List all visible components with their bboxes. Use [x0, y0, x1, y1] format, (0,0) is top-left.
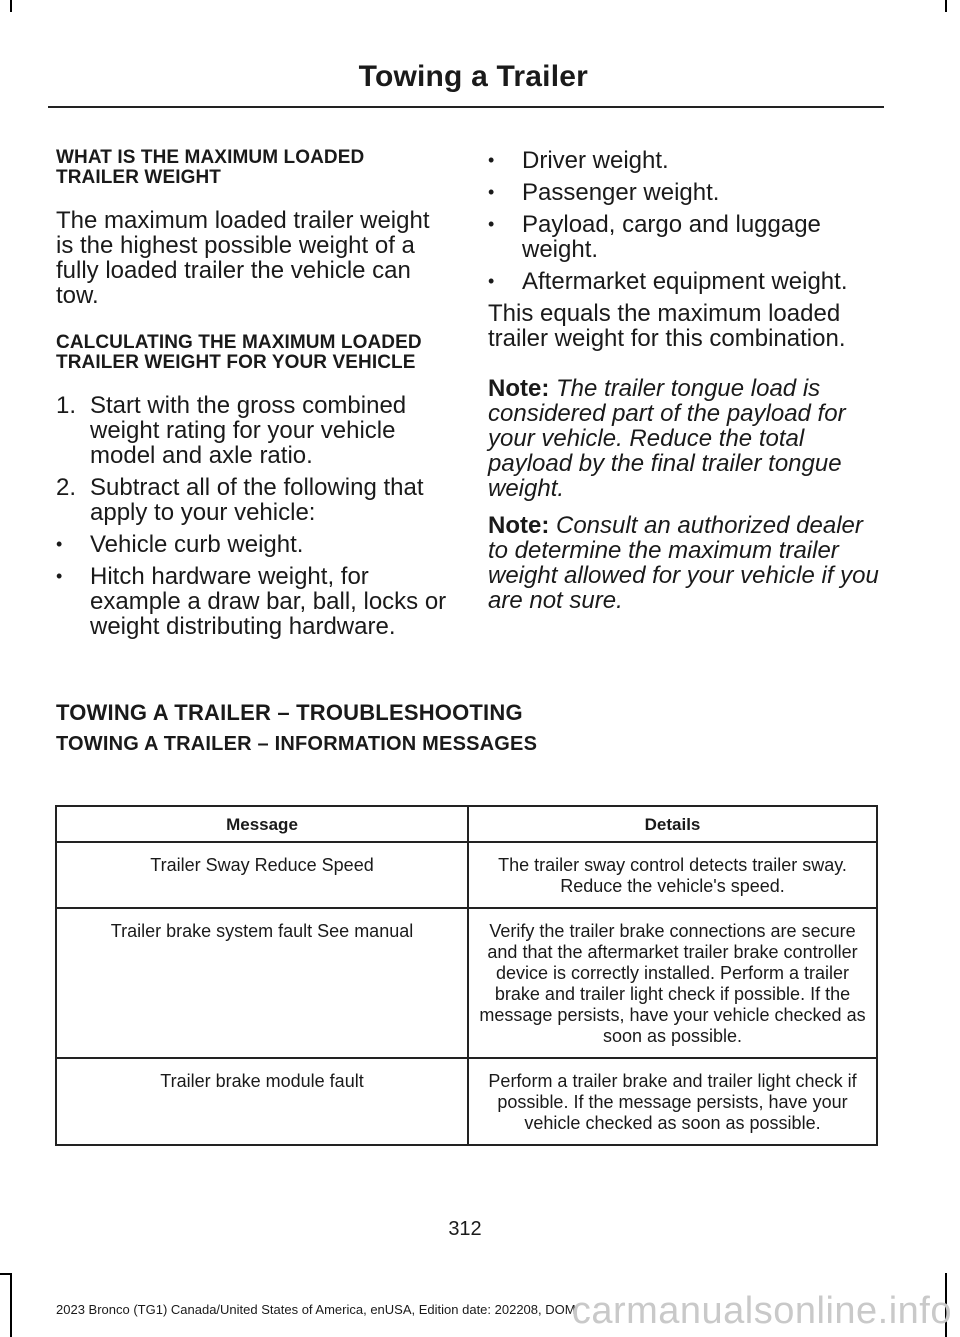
list-item [488, 148, 880, 173]
page-header-title: Towing a Trailer [358, 60, 588, 93]
crop-mark-top-left [10, 0, 12, 12]
list-item [56, 532, 448, 557]
cell-details: The trailer sway control detects trailer sway. Reduce the vehicle's speed. [468, 842, 877, 908]
bullet-icon: • [56, 566, 63, 586]
section-heading-troubleshooting: TOWING A TRAILER – TROUBLESHOOTING [56, 700, 523, 725]
note-tongue-load [488, 376, 880, 501]
bullet-text: Passenger weight. [522, 179, 720, 206]
cell-details: Perform a trailer brake and trailer light check if possible. If the message persists, have your vehicle checked as soon as possible. [468, 1058, 877, 1145]
right-column [488, 148, 880, 625]
cell-details: Verify the trailer brake connections are secure and that the aftermarket trailer brake controller device is correctly installed. Perform a trailer brake and trailer light check if possible. If the message persists, have your vehicle checked as soon as possible. [468, 908, 877, 1058]
bullet-text: Driver weight. [522, 147, 669, 174]
footer-edition-info: 2023 Bronco (TG1) Canada/United States of America, enUSA, Edition date: 202208, DOM [56, 1302, 576, 1317]
cell-message: Trailer brake module fault [56, 1058, 468, 1145]
left-bullets [56, 532, 448, 639]
step-number: 2. [56, 474, 77, 501]
section-heading-information-messages: TOWING A TRAILER – INFORMATION MESSAGES [56, 733, 538, 755]
page-number: 312 [448, 1218, 482, 1240]
table-row [56, 842, 877, 908]
list-item [56, 475, 448, 525]
list-item [56, 393, 448, 468]
note-consult-dealer [488, 513, 880, 613]
bullet-icon: • [56, 534, 63, 554]
step-text: Subtract all of the following that apply to your vehicle: [90, 474, 424, 526]
crop-mark-top-right [945, 0, 947, 12]
column-header-details: Details [468, 806, 877, 842]
paragraph-equals-max: This equals the maximum loaded trailer weight for this combination. [488, 300, 846, 352]
bullet-icon: • [488, 150, 495, 170]
steps-list [56, 393, 448, 525]
list-item [488, 269, 880, 294]
note-label: Note: [488, 512, 550, 539]
table-header-row [56, 806, 877, 842]
crop-mark-bottom-left [10, 1273, 12, 1337]
step-text: Start with the gross combined weight rating for your vehicle model and axle ratio. [90, 392, 407, 469]
heading-calculating-weight: CALCULATING THE MAXIMUM LOADED TRAILER WEIGHT FOR YOUR VEHICLE [56, 332, 422, 373]
bullet-icon: • [488, 271, 495, 291]
header-divider [48, 106, 884, 108]
bullet-text: Aftermarket equipment weight. [522, 268, 848, 295]
heading-max-loaded-weight: WHAT IS THE MAXIMUM LOADED TRAILER WEIGHT [56, 147, 365, 188]
right-bullets [488, 148, 880, 294]
note-text: Consult an authorized dealer to determine the maximum trailer weight allowed for your vehicle if you are not sure. [488, 512, 879, 614]
bullet-icon: • [488, 182, 495, 202]
bullet-text: Hitch hardware weight, for example a draw bar, ball, locks or weight distributing hardware. [90, 563, 447, 640]
watermark-logo: carmanualsonline.info [571, 1290, 952, 1332]
column-header-message: Message [56, 806, 468, 842]
list-item [488, 180, 880, 205]
bullet-text: Vehicle curb weight. [90, 531, 304, 558]
table-row [56, 908, 877, 1058]
cell-message: Trailer Sway Reduce Speed [56, 842, 468, 908]
bullet-icon: • [488, 214, 495, 234]
note-label: Note: [488, 375, 550, 402]
table-row [56, 1058, 877, 1145]
crop-mark-bottom-left-h [0, 1273, 12, 1275]
step-number: 1. [56, 392, 77, 419]
left-column [56, 148, 448, 646]
list-item [56, 564, 448, 639]
cell-message: Trailer brake system fault See manual [56, 908, 468, 1058]
note-text: The trailer tongue load is considered part of the payload for your vehicle. Reduce the total payload by the final trailer tongue weight. [488, 375, 846, 502]
bullet-text: Payload, cargo and luggage weight. [522, 211, 821, 263]
list-item [488, 212, 880, 262]
information-messages-table [55, 805, 878, 1146]
paragraph-max-loaded-weight: The maximum loaded trailer weight is the highest possible weight of a fully loaded trailer the vehicle can tow. [56, 207, 430, 309]
